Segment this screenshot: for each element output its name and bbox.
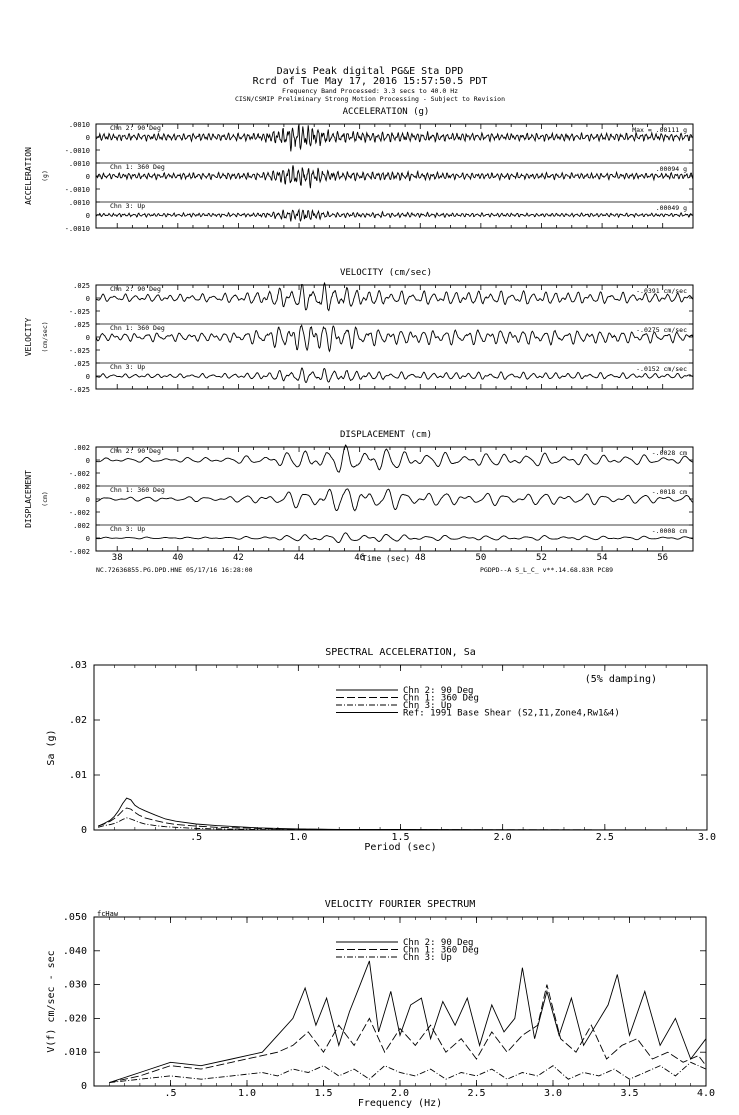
tick-label: -.0010 [64, 186, 90, 194]
channel-label: Chn 2: 90 Deg [110, 124, 161, 132]
trace-displacement-chn-2-90-deg [96, 445, 693, 472]
x-tick-label: 52 [536, 553, 547, 563]
x-tick-label: 2.5 [595, 832, 614, 843]
channel-label: Chn 1: 360 Deg [110, 486, 165, 494]
tick-label: .0010 [68, 199, 90, 207]
x-tick-label: 3.0 [543, 1088, 563, 1099]
series-chn-1-360-deg [98, 808, 707, 830]
panel-unit-label: (cm/sec) [41, 321, 49, 353]
y-axis-label: V(f) cm/sec - sec [46, 950, 57, 1053]
legend-entry-chn-1-360-deg: Chn 1: 360 Deg [403, 693, 479, 704]
x-axis-label: Frequency (Hz) [357, 1098, 443, 1109]
tick-label: .0010 [68, 160, 90, 168]
tick-label: -.002 [68, 509, 90, 517]
legend-entry-ref-1991-base-shear-s2-i1-zone4-rw1-4: Ref: 1991 Base Shear (S2,I1,Zone4,Rw1&4) [403, 708, 620, 719]
velocity-fourier-spectrum-chart [46, 899, 715, 1109]
damping-annotation: (5% damping) [584, 674, 657, 685]
header-band: Frequency Band Processed: 3.3 secs to 40.0 Hz [281, 87, 459, 95]
x-tick-label: 1.0 [237, 1088, 257, 1099]
x-tick-label: 2.5 [467, 1088, 486, 1099]
x-tick-label: 1.5 [314, 1088, 333, 1099]
chart-frame [94, 917, 706, 1086]
footer-left: NC.72636855.PG.DPD.HNE 05/17/16 16:28:00 [96, 566, 253, 574]
tick-label: .002 [73, 483, 90, 491]
peak-label: -.0028 cm [651, 449, 687, 457]
tick-label: -.0010 [64, 225, 90, 233]
series-chn-1-360-deg [109, 985, 706, 1083]
footer-right: PGDPD--A S_L_C_ v**.14.68.83R PC89 [480, 566, 614, 574]
peak-label: .00094 g [655, 165, 687, 173]
tick-label: 0 [85, 334, 90, 342]
panel-title: ACCELERATION (g) [342, 107, 430, 117]
tick-label: 0 [85, 173, 90, 181]
tick-label: -.002 [68, 470, 90, 478]
spectral-acceleration-chart [46, 647, 716, 853]
corner-label: fcHaw [97, 910, 119, 918]
tick-label: -.025 [68, 347, 90, 355]
x-tick-label: .5 [190, 832, 203, 843]
x-tick-label: 38 [111, 553, 123, 563]
trace-row-chn-1-360-deg [69, 321, 693, 355]
tick-label: -.025 [68, 386, 90, 394]
x-tick-label: 2.0 [493, 832, 512, 843]
channel-label: Chn 3: Up [110, 525, 146, 533]
tick-label: 0 [85, 496, 90, 504]
x-tick-label: 50 [475, 553, 487, 563]
channel-label: Chn 2: 90 Deg [110, 285, 161, 293]
trace-row-chn-2-90-deg [65, 121, 693, 155]
tick-label: 0 [85, 373, 90, 381]
panel-acceleration [24, 107, 693, 233]
x-tick-label: 3.5 [620, 1088, 639, 1099]
x-tick-label: 1.5 [391, 832, 410, 843]
panel-velocity [24, 268, 693, 394]
tick-label: .002 [73, 444, 90, 452]
trace-row-chn-1-360-deg [65, 160, 693, 194]
trace-velocity-chn-1-360-deg [96, 325, 693, 351]
trace-displacement-chn-1-360-deg [96, 489, 693, 511]
trace-acceleration-chn-3-up [96, 210, 693, 222]
x-tick-label: 56 [657, 553, 669, 563]
chart-title: SPECTRAL ACCELERATION, Sa [325, 647, 476, 658]
y-tick-label: 0 [80, 1081, 87, 1092]
legend-entry-chn-2-90-deg: Chn 2: 90 Deg [403, 686, 474, 696]
x-axis-label: Time (sec) [361, 554, 411, 563]
panel-ylabel: VELOCITY [24, 317, 33, 357]
x-tick-label: .5 [164, 1088, 177, 1099]
x-tick-label: 42 [233, 553, 244, 563]
tick-label: 0 [85, 457, 90, 465]
x-axis-label: Period (sec) [364, 842, 437, 853]
x-tick-label: 1.0 [289, 832, 308, 843]
y-tick-label: .01 [68, 770, 87, 781]
x-tick-label: 40 [172, 553, 184, 563]
header-disclaimer: CISN/CSMIP Preliminary Strong Motion Processing - Subject to Revision [234, 95, 506, 103]
x-tick-label: 2.0 [390, 1088, 410, 1099]
tick-label: .025 [73, 321, 90, 329]
channel-label: Chn 3: Up [110, 202, 146, 210]
x-tick-label: 3.0 [697, 832, 717, 843]
x-tick-label: 4.0 [696, 1088, 716, 1099]
panel-ylabel: DISPLACEMENT [24, 470, 33, 528]
panel-title: DISPLACEMENT (cm) [339, 430, 433, 440]
peak-label: .00049 g [655, 204, 687, 212]
tick-label: 0 [85, 295, 90, 303]
y-tick-label: .030 [62, 979, 87, 991]
peak-label: -.0018 cm [651, 488, 687, 496]
peak-label: -.0008 cm [651, 527, 687, 535]
panel-unit-label: (cm) [41, 491, 49, 507]
x-tick-label: 44 [293, 553, 305, 563]
chart-title: VELOCITY FOURIER SPECTRUM [324, 899, 476, 910]
tick-label: .0010 [68, 121, 90, 129]
series-chn-3-up [98, 818, 707, 830]
tick-label: .025 [73, 282, 90, 290]
trace-acceleration-chn-2-90-deg [96, 125, 693, 152]
tick-label: -.025 [68, 308, 90, 316]
trace-velocity-chn-3-up [96, 368, 693, 382]
y-axis-label: Sa (g) [46, 729, 57, 766]
channel-label: Chn 1: 360 Deg [110, 163, 165, 171]
legend-entry-chn-1-360-deg: Chn 1: 360 Deg [403, 945, 479, 956]
legend-entry-chn-2-90-deg: Chn 2: 90 Deg [403, 938, 474, 948]
trace-acceleration-chn-1-360-deg [96, 165, 693, 188]
panel-unit-label: (g) [41, 170, 49, 182]
trace-displacement-chn-3-up [96, 533, 693, 543]
y-tick-label: .03 [68, 660, 87, 671]
y-tick-label: .050 [62, 912, 87, 923]
panel-frame [96, 447, 693, 551]
x-tick-label: 46 [354, 553, 366, 563]
y-tick-label: .020 [62, 1013, 87, 1025]
trace-velocity-chn-2-90-deg [96, 283, 693, 311]
tick-label: -.002 [68, 548, 90, 556]
y-tick-label: .040 [62, 945, 87, 957]
channel-label: Chn 3: Up [110, 363, 146, 371]
panel-title: VELOCITY (cm/sec) [339, 268, 433, 278]
trace-row-chn-1-360-deg [69, 483, 693, 517]
chart-frame [94, 665, 707, 830]
y-tick-label: 0 [80, 825, 87, 836]
tick-label: .025 [73, 360, 90, 368]
panel-ylabel: ACCELERATION [24, 147, 33, 205]
y-tick-label: .010 [62, 1047, 87, 1059]
x-tick-label: 54 [596, 553, 608, 563]
waveform-panels [24, 107, 693, 563]
series-chn-2-90-deg [109, 961, 706, 1083]
channel-label: Chn 2: 90 Deg [110, 447, 161, 455]
channel-label: Chn 1: 360 Deg [110, 324, 165, 332]
y-tick-label: .02 [68, 715, 87, 726]
peak-label: -.0275 cm/sec [636, 326, 687, 334]
tick-label: -.0010 [64, 147, 90, 155]
legend-entry-chn-3-up: Chn 3: Up [403, 953, 452, 963]
peak-label: -.0391 cm/sec [636, 287, 687, 295]
peak-label: Max = .00111 g [632, 126, 687, 134]
tick-label: 0 [85, 535, 90, 543]
header-record: Rcrd of Tue May 17, 2016 15:57:50.5 PDT [252, 76, 488, 87]
peak-label: -.0152 cm/sec [636, 365, 687, 373]
tick-label: .002 [73, 522, 90, 530]
legend-entry-chn-3-up: Chn 3: Up [403, 701, 452, 711]
header-title: Davis Peak digital PG&E Sta DPD [276, 66, 464, 77]
x-tick-label: 48 [414, 553, 426, 563]
tick-label: 0 [85, 134, 90, 142]
tick-label: 0 [85, 212, 90, 220]
panel-displacement [24, 430, 693, 563]
